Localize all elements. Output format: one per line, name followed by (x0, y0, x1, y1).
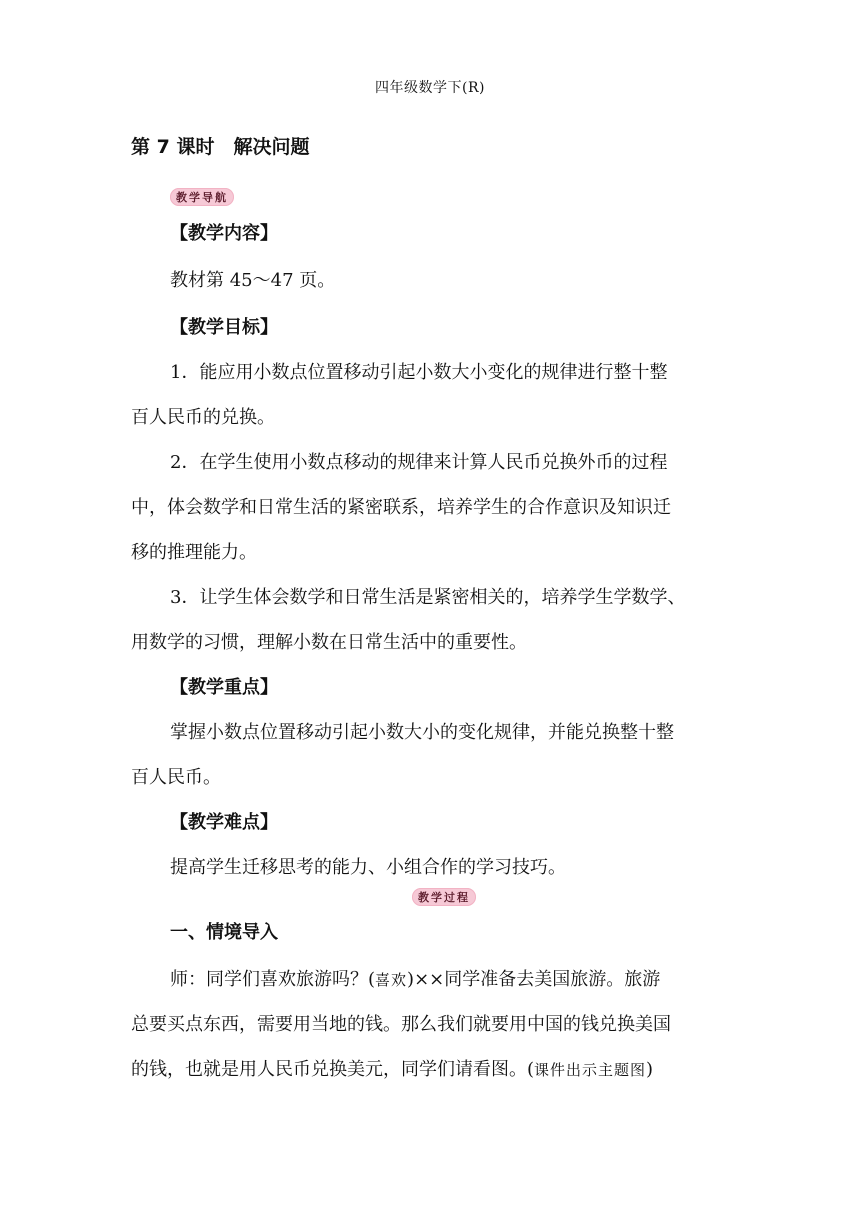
intro-line-1-a: 师：同学们喜欢旅游吗？( (170, 969, 376, 990)
teaching-process-badge (412, 886, 476, 906)
key-points-line-2: 百人民币。 (131, 767, 221, 788)
intro-line-1 (170, 965, 660, 991)
goal-3-line-1: 3．让学生体会数学和日常生活是紧密相关的，培养学生学数学、 (170, 587, 686, 608)
content-text: 教材第 45～47 页。 (170, 270, 336, 291)
intro-line-3-a: 的钱，也就是用人民币兑换美元，同学们请看图。( (131, 1059, 535, 1080)
intro-line-3 (131, 1055, 653, 1081)
key-points-line-1: 掌握小数点位置移动引起小数大小的变化规律，并能兑换整十整 (170, 722, 674, 743)
page-header: 四年级数学下(R) (375, 80, 485, 96)
goal-2-line-3: 移的推理能力。 (131, 542, 257, 563)
content-heading: 【教学内容】 (170, 223, 278, 244)
intro-heading: 一、情境导入 (170, 922, 278, 943)
teaching-guide-label: 教学导航 (170, 188, 234, 206)
goal-2-line-1: 2．在学生使用小数点移动的规律来计算人民币兑换外币的过程 (170, 452, 668, 473)
goal-1-line-2: 百人民币的兑换。 (131, 407, 275, 428)
teaching-process-label: 教学过程 (412, 888, 476, 906)
difficulty-text: 提高学生迁移思考的能力、小组合作的学习技巧。 (170, 857, 566, 878)
intro-line-2: 总要买点东西，需要用当地的钱。那么我们就要用中国的钱兑换美国 (131, 1014, 671, 1035)
intro-line-1-c: )××同学准备去美国旅游。旅游 (407, 969, 661, 990)
difficulty-heading: 【教学难点】 (170, 812, 278, 833)
goal-1-line-1: 1．能应用小数点位置移动引起小数大小变化的规律进行整十整 (170, 362, 668, 383)
intro-line-3-b: 课件出示主题图 (534, 1061, 647, 1079)
lesson-title: 第 7 课时 解决问题 (131, 136, 310, 158)
teaching-guide-badge (170, 186, 234, 206)
intro-line-1-b: 喜欢 (375, 971, 408, 989)
goal-3-line-2: 用数学的习惯，理解小数在日常生活中的重要性。 (131, 632, 527, 653)
goal-2-line-2: 中，体会数学和日常生活的紧密联系，培养学生的合作意识及知识迁 (131, 497, 671, 518)
key-points-heading: 【教学重点】 (170, 677, 278, 698)
goals-heading: 【教学目标】 (170, 317, 278, 338)
intro-line-3-c: ) (646, 1059, 654, 1080)
